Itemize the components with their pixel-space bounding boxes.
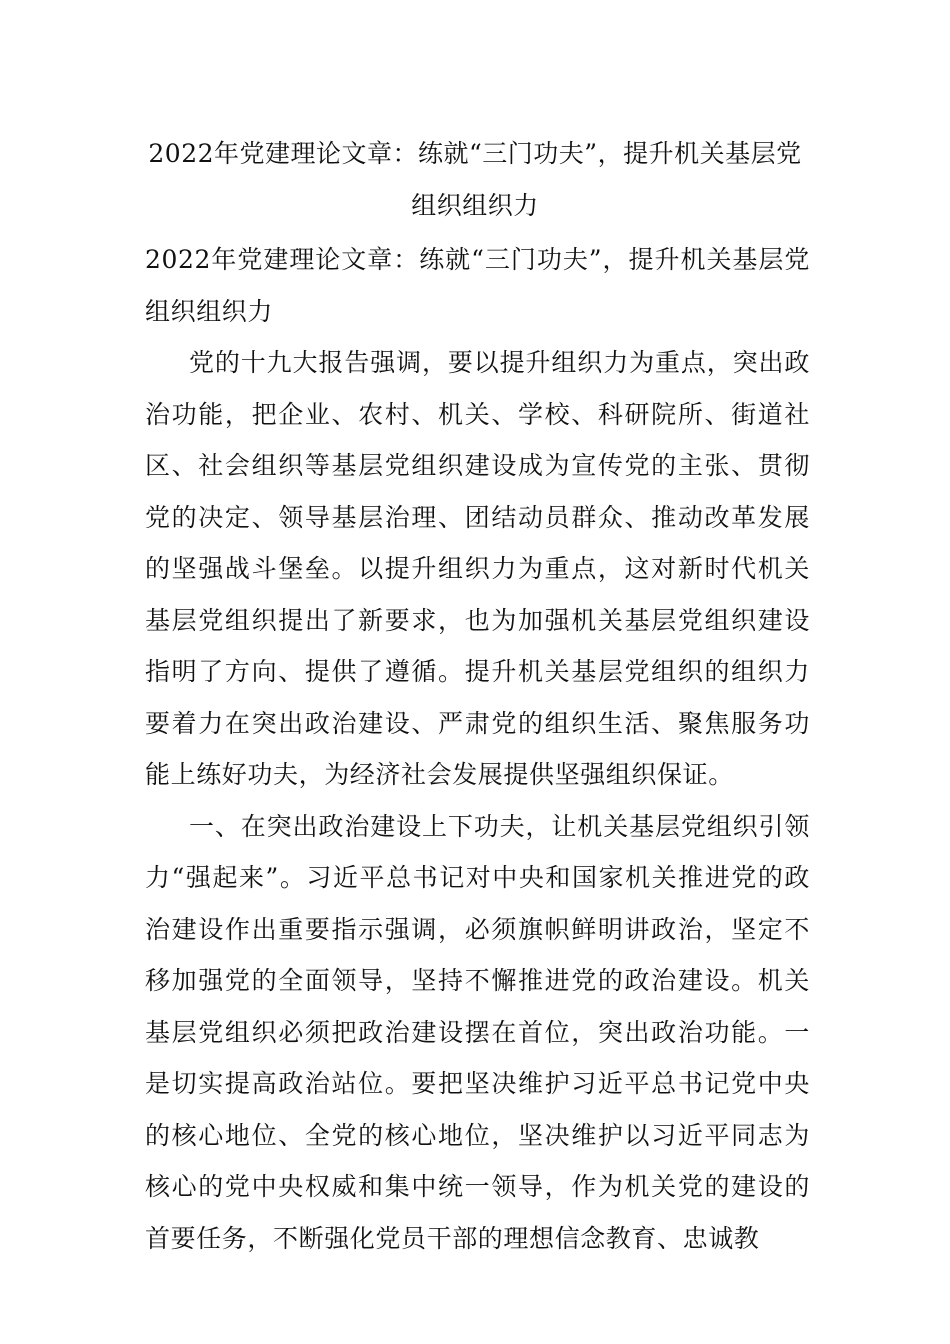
document-body xyxy=(145,234,810,1264)
document-title: 2022年党建理论文章：练就“三门功夫”，提升机关基层党组织组织力 xyxy=(148,139,802,220)
section-one-paragraph: 一、在突出政治建设上下功夫，让机关基层党组织引领力“强起来”。习近平总书记对中央和国家机关推进党的政治建设作出重要指示强调，必须旗帜鲜明讲政治，坚定不移加强党的全面领导，坚持不懈推进党的政治建设。机关基层党组织必须把政治建设摆在首位，突出政治功能。一是切实提高政治站位。要把坚决维护习近平总书记党中央的核心地位、全党的核心地位，坚决维护以习近平同志为核心的党中央权威和集中统一领导，作为机关党的建设的首要任务，不断强化党员干部的理想信念教育、忠诚教 xyxy=(145,811,810,1253)
intro-paragraph: 党的十九大报告强调，要以提升组织力为重点，突出政治功能，把企业、农村、机关、学校、科研院所、街道社区、社会组织等基层党组织建设成为宣传党的主张、贯彻党的决定、领导基层治理、团结动员群众、推动改革发展的坚强战斗堡垒。以提升组织力为重点，这对新时代机关基层党组织提出了新要求，也为加强机关基层党组织建设指明了方向、提供了遵循。提升机关基层党组织的组织力要着力在突出政治建设、严肃党的组织生活、聚焦服务功能上练好功夫，为经济社会发展提供坚强组织保证。 xyxy=(145,348,810,789)
repeated-title-paragraph: 2022年党建理论文章：练就“三门功夫”，提升机关基层党组织组织力 xyxy=(145,245,810,326)
